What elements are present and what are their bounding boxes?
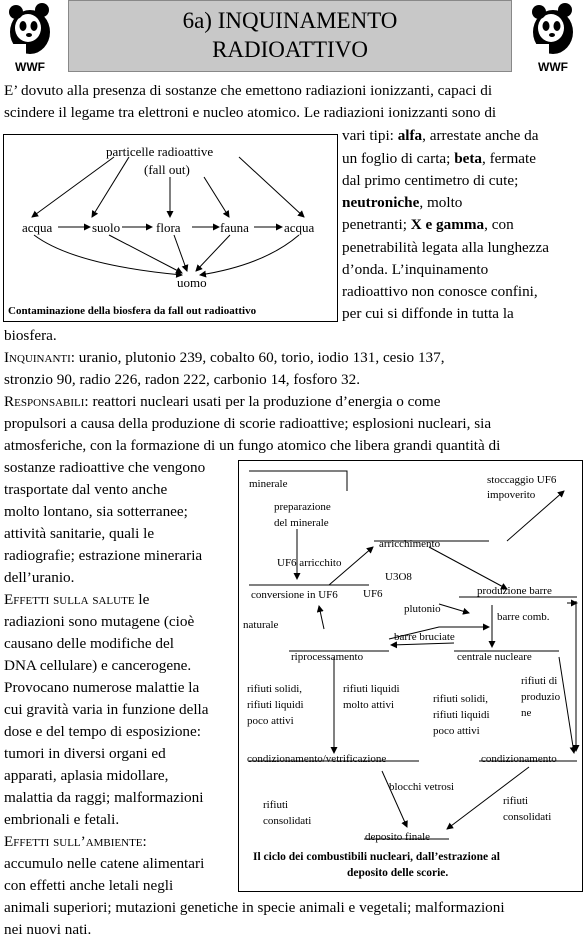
label-blocchi-vetrosi: blocchi vetrosi: [389, 781, 455, 793]
label-ne: ne: [521, 707, 532, 719]
ambiente-line: Effetti sull’ambiente:: [4, 833, 147, 850]
left-col-line: trasportate dal vento anche: [4, 481, 168, 498]
node-uomo: uomo: [177, 275, 207, 290]
left-col-line: molto lontano, sia sotterranee;: [4, 503, 188, 520]
label-rifiuti-c1: rifiuti: [263, 799, 289, 811]
side-line: penetrabilità legata alla lunghezza: [342, 239, 550, 256]
label-produzio: produzio: [521, 691, 561, 703]
left-col-line: radiografie; estrazione mineraria: [4, 547, 203, 564]
label-minerale: minerale: [249, 478, 288, 490]
side-line: d’onda. L’inquinamento: [342, 261, 489, 278]
salute-line: tumori in diversi organi ed: [4, 745, 166, 762]
side-line: neutroniche, molto: [342, 194, 463, 211]
node-acqua: acqua: [22, 220, 53, 235]
salute-line: causano delle modifiche del: [4, 635, 174, 652]
ambiente-line: con effetti anche letali negli: [4, 877, 174, 894]
responsabili-line: Responsabili: reattori nucleari usati per la produzione d’energia o come: [4, 393, 441, 410]
label-riprocessamento: riprocessamento: [291, 651, 364, 663]
label-poco-attivi-1: poco attivi: [247, 715, 294, 727]
inquinanti-line: Inquinanti: uranio, plutonio 239, cobalto 60, torio, iodio 131, cesio 137,: [4, 349, 445, 366]
label-uf6: UF6: [363, 588, 383, 600]
node-flora: flora: [156, 220, 181, 235]
label-barre-comb: barre comb.: [497, 611, 550, 623]
node-acqua-2: acqua: [284, 220, 315, 235]
ambiente-line: accumulo nelle catene alimentari: [4, 855, 205, 872]
salute-line: Provocano numerose malattie la: [4, 679, 200, 696]
label-centrale: centrale nucleare: [457, 651, 532, 663]
panda-icon: [527, 2, 579, 58]
side-line: un foglio di carta; beta, fermate: [342, 150, 536, 167]
intro-line: E’ dovuto alla presenza di sostanze che emettono radiazioni ionizzanti, capaci di: [4, 82, 493, 99]
salute-line: radiazioni sono mutagene (cioè: [4, 613, 195, 630]
label-rifiuti-liquidi-3: rifiuti liquidi: [433, 709, 490, 721]
label-consolidati-c2: consolidati: [503, 811, 552, 823]
label-deposito-finale: deposito finale: [365, 831, 431, 843]
ambiente-line: animali superiori; mutazioni genetiche in specie animali e vegetali; malformazioni: [4, 899, 505, 916]
salute-line: DNA cellulare) e cancerogene.: [4, 657, 192, 674]
side-line: radioattivo non conosce confini,: [342, 283, 538, 300]
label-condizionamento-vetr: condizionamento/vetrificazione: [247, 753, 387, 765]
responsabili-line: propulsori a causa della produzione di scorie radioattive; esplosioni nucleari, sia: [4, 415, 492, 432]
label-fallout: (fall out): [144, 162, 190, 177]
label-impoverito: impoverito: [487, 489, 536, 501]
label-uf6-arricchito: UF6 arricchito: [277, 557, 342, 569]
title-line-1: 6a) INQUINAMENTO: [182, 8, 398, 33]
wwf-panda-logo: [4, 2, 56, 74]
label-u3o8: U3O8: [385, 571, 412, 583]
label-consolidati-c1: consolidati: [263, 815, 312, 827]
wwf-panda-logo-right: [527, 2, 579, 74]
salute-line: cui gravità varia in funzione della: [4, 701, 209, 718]
salute-line: apparati, aplasia midollare,: [4, 767, 169, 784]
logo-text: WWF: [538, 60, 568, 74]
label-rifiuti-solidi-1: rifiuti solidi,: [247, 683, 302, 695]
left-col-line: sostanze radioattive che vengono: [4, 459, 206, 476]
fallout-diagram: [3, 134, 338, 322]
side-line: vari tipi: alfa, arrestate anche da: [342, 127, 539, 144]
left-col-line: dell’uranio.: [4, 569, 75, 586]
label-conversione: conversione in UF6: [251, 589, 338, 601]
page-title: [68, 0, 512, 72]
label-rifiuti-di: rifiuti di: [521, 675, 558, 687]
label-preparazione: preparazione: [274, 501, 331, 513]
label-particelle: particelle radioattive: [106, 144, 214, 159]
side-line: per cui si diffonde in tutta la: [342, 305, 514, 322]
page-header: [0, 0, 583, 80]
biosfera-text: biosfera.: [4, 327, 57, 344]
label-rifiuti-liquidi-2: rifiuti liquidi: [343, 683, 400, 695]
salute-line: malattia da raggi; malformazioni: [4, 789, 204, 806]
node-fauna: fauna: [220, 220, 249, 235]
panda-icon: [4, 2, 56, 58]
side-line: penetranti; X e gamma, con: [342, 216, 514, 233]
label-rifiuti-solidi-2: rifiuti solidi,: [433, 693, 488, 705]
label-plutonio: plutonio: [404, 603, 441, 615]
responsabili-line: atmosferiche, con la formazione di un fungo atomico che libera grandi quantità di: [4, 437, 501, 454]
label-rifiuti-liquidi-1: rifiuti liquidi: [247, 699, 304, 711]
label-naturale: naturale: [243, 619, 279, 631]
label-del-minerale: del minerale: [274, 517, 329, 529]
inquinanti-line: stronzio 90, radio 226, radon 222, carbonio 14, fosforo 32.: [4, 371, 360, 388]
label-molto-attivi: molto attivi: [343, 699, 395, 711]
diagram2-caption-1: Il ciclo dei combustibili nucleari, dall’estrazione al: [253, 851, 500, 863]
left-col-line: attività sanitarie, quali le: [4, 525, 155, 542]
logo-text: WWF: [15, 60, 45, 74]
fuel-cycle-diagram: [238, 460, 583, 892]
salute-line: dose e del tempo di esposizione:: [4, 723, 201, 740]
label-poco-attivi-2: poco attivi: [433, 725, 480, 737]
diagram2-caption-2: deposito delle scorie.: [347, 867, 449, 879]
salute-line: embrionali e fetali.: [4, 811, 120, 828]
label-rifiuti-c2: rifiuti: [503, 795, 529, 807]
intro-line: scindere il legame tra elettroni e nucleo atomico. Le radiazioni ionizzanti sono di: [4, 104, 497, 121]
side-line: dal primo centimetro di cute;: [342, 172, 519, 189]
ambiente-line: nei nuovi nati.: [4, 921, 92, 938]
node-suolo: suolo: [92, 220, 121, 235]
label-produzione-barre: produzione barre: [477, 585, 552, 597]
label-arricchimento: arricchimento: [379, 538, 441, 550]
diagram1-caption: Contaminazione della biosfera da fall out radioattivo: [8, 305, 257, 317]
label-stoccaggio: stoccaggio UF6: [487, 474, 557, 486]
label-condizionamento: condizionamento: [481, 753, 557, 765]
title-line-2: RADIOATTIVO: [212, 37, 368, 62]
salute-line: Effetti sulla salute le: [4, 591, 150, 608]
label-barre-bruciate: barre bruciate: [394, 631, 455, 643]
